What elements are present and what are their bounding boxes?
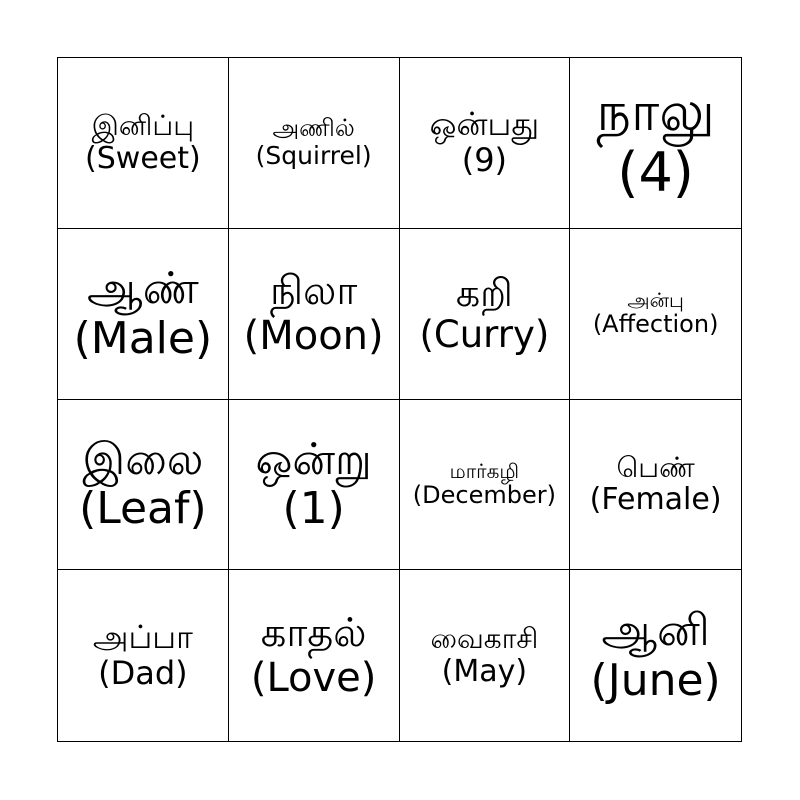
cell-tamil-word: ஒன்பது — [429, 105, 540, 144]
bingo-cell[interactable] — [400, 229, 571, 400]
cell-english-word: (9) — [461, 140, 508, 179]
bingo-cell[interactable] — [400, 570, 571, 741]
bingo-cell[interactable] — [570, 400, 741, 571]
cell-tamil-word: அப்பா — [92, 617, 193, 656]
bingo-cell[interactable] — [570, 570, 741, 741]
cell-english-word: (Sweet) — [85, 140, 201, 176]
cell-english-word: (Dad) — [98, 653, 188, 692]
cell-english-word: (Male) — [73, 312, 213, 364]
bingo-cell[interactable] — [229, 229, 400, 400]
bingo-cell[interactable] — [400, 400, 571, 571]
cell-english-word: (Female) — [589, 482, 722, 518]
cell-english-word: (Curry) — [419, 313, 550, 357]
cell-tamil-word: நாலு — [596, 80, 715, 144]
cell-tamil-word: இனிப்பு — [91, 109, 195, 143]
cell-tamil-word: காதல் — [260, 609, 367, 656]
cell-english-word: (Moon) — [243, 312, 384, 359]
cell-english-word: (May) — [441, 653, 528, 689]
cell-tamil-word: அன்பு — [627, 287, 684, 312]
cell-tamil-word: பெண் — [616, 450, 695, 484]
bingo-cell[interactable] — [58, 229, 229, 400]
cell-tamil-word: ஆனி — [601, 605, 710, 657]
cell-tamil-word: அணில் — [272, 114, 355, 143]
cell-tamil-word: ஒன்று — [255, 434, 372, 486]
cell-english-word: (Squirrel) — [255, 141, 372, 171]
bingo-cell[interactable] — [229, 570, 400, 741]
bingo-board — [57, 57, 742, 742]
cell-tamil-word: வைகாசி — [430, 622, 539, 656]
cell-tamil-word: கறி — [455, 270, 513, 315]
cell-tamil-word: நிலா — [270, 267, 358, 314]
bingo-cell[interactable] — [570, 58, 741, 229]
cell-tamil-word: ஆண் — [87, 263, 199, 315]
cell-english-word: (Love) — [250, 654, 377, 701]
bingo-cell[interactable] — [229, 400, 400, 571]
cell-english-word: (4) — [617, 140, 694, 204]
bingo-cell[interactable] — [58, 58, 229, 229]
bingo-cell[interactable] — [58, 570, 229, 741]
cell-english-word: (1) — [282, 483, 345, 535]
cell-english-word: (June) — [590, 654, 721, 706]
bingo-cell[interactable] — [58, 400, 229, 571]
cell-tamil-word: இலை — [82, 434, 204, 486]
bingo-cell[interactable] — [570, 229, 741, 400]
cell-tamil-word: மார்கழி — [449, 458, 520, 483]
bingo-cell[interactable] — [229, 58, 400, 229]
cell-english-word: (Affection) — [592, 310, 719, 339]
bingo-cell[interactable] — [400, 58, 571, 229]
cell-english-word: (December) — [412, 481, 556, 510]
cell-english-word: (Leaf) — [79, 483, 207, 535]
